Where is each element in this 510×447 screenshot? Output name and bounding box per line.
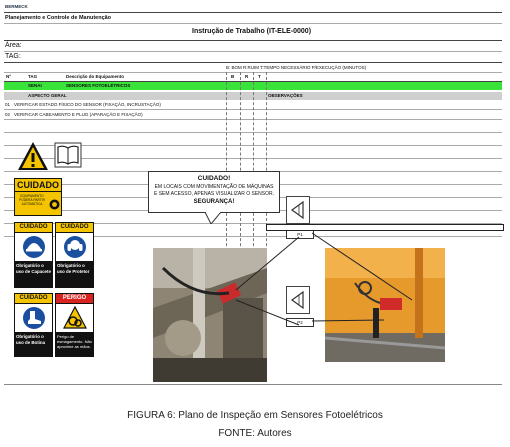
figure-source: FONTE: Autores [218,428,292,439]
ear-protector-sign-title: CUIDADO [56,223,93,232]
tag-label: TAG: [5,53,21,60]
helmet-sign-title: CUIDADO [15,223,52,232]
ear-protector-sign-text: Obrigatório o uso de Protetor [57,263,90,274]
area-label: Área: [5,42,22,49]
row-number: 02 [5,112,11,117]
danger-sign-title: PERIGO [56,294,93,303]
helmet-sign-text: Obrigatório o uso de Capacete [16,263,51,274]
col-r: R [245,74,249,79]
caution-sign-title: CUIDADO [17,180,59,190]
boots-sign-title: CUIDADO [15,294,52,303]
equipment-tag: SENAI [28,83,42,88]
col-t: T [258,74,261,79]
col-number: Nº [6,74,11,79]
equipment-description: SENSORES FOTOELÉTRICOS [66,83,131,88]
row-number: 01 [5,102,11,107]
col-tag: TAG [28,74,38,79]
warning-callout-title: CUIDADO! [197,175,231,182]
row-text: VERIFICAR ESTADO FÍSICO DO SENSOR (FIXAÇÃO, INCRUSTAÇÃO) [14,102,161,107]
figure-caption: FIGURA 6: Plano de Inspeção em Sensores Fotoelétricos [127,410,383,421]
row-text: VERIFICAR CABEAMENTO E PLUG (APARAÇÃO E FIXAÇÃO) [14,112,143,117]
doc-title: Instrução de Trabalho (IT-ELE-0000) [192,28,312,35]
observations-label: OBSERVAÇÕES [268,93,303,98]
marker-p2: P2 [286,318,314,327]
planning-subtitle: Planejamento e Controle de Manutenção [5,15,112,21]
aspect-label: ASPECTO GERAL [28,93,67,98]
caution-sign-text: EQUIPAMENTO PODERÁ PARTIR AUTOMÁTICA [19,194,45,206]
boots-sign-text: Obrigatório o uso de Botina [16,334,46,345]
marker-p1: P1 [286,230,314,239]
warning-callout-line3: SEGURANÇA! [193,199,235,205]
danger-sign-text: Perigo de esmagamento. Não aproxime as mãos. [57,334,92,349]
col-description: Descrição do Equipamento [66,74,125,79]
warning-callout-line2: E SEM ACESSO, APENAS VISUALIZAR O SENSOR. [153,191,275,197]
status-legend: B: BOM R:RUIM T:TEMPO NECESSÁRIO P/EXECUÇÃO (MINUTOS) [226,65,367,70]
divider [4,384,502,385]
company-name: BERMECK [5,4,28,9]
warning-callout-line1: EM LOCAIS COM MOVIMENTAÇÃO DE MÁQUINAS [154,184,274,190]
col-b: B [231,74,235,79]
